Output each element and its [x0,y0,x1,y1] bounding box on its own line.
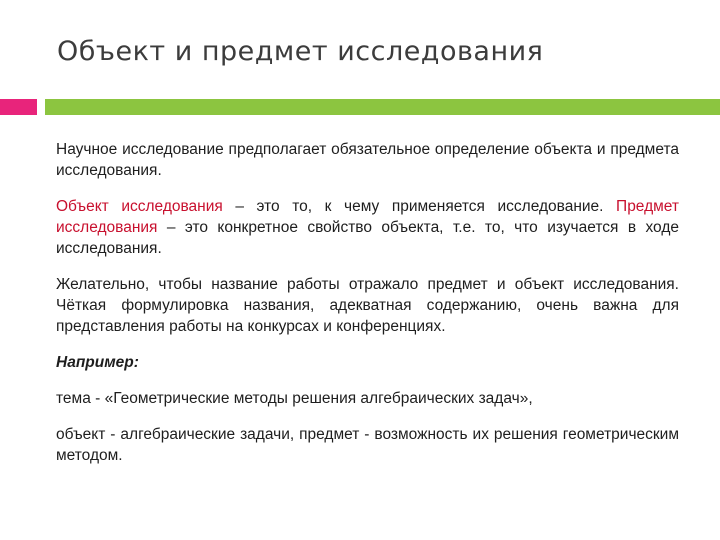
accent-bar-green [45,99,720,115]
subject-definition: – это конкретное свойство объекта, т.е. то, что изучается в ходе исследования. [56,219,679,257]
slide-title: Объект и предмет исследования [57,36,544,67]
example-label: Например: [56,354,139,371]
example-topic: тема - «Геометрические методы решения алгебраических задач», [56,390,533,407]
title-advice-paragraph: Желательно, чтобы название работы отражало предмет и объект исследования. Чёткая формулировка названия, адекватная содержанию, очень важна для представления работы на конкурсах и конференциях. [56,276,679,335]
object-definition: – это то, к чему применяется исследование. [222,198,617,215]
definitions-paragraph [56,196,679,259]
accent-bar-pink [0,99,37,115]
object-term: Объект исследования [56,198,223,215]
subject-term: Предмет исследования [56,198,679,236]
example-object-subject: объект - алгебраические задачи, предмет - возможность их решения геометрическим методом. [56,426,679,464]
slide-body [56,139,679,466]
intro-paragraph: Научное исследование предполагает обязательное определение объекта и предмета исследования. [56,141,679,179]
